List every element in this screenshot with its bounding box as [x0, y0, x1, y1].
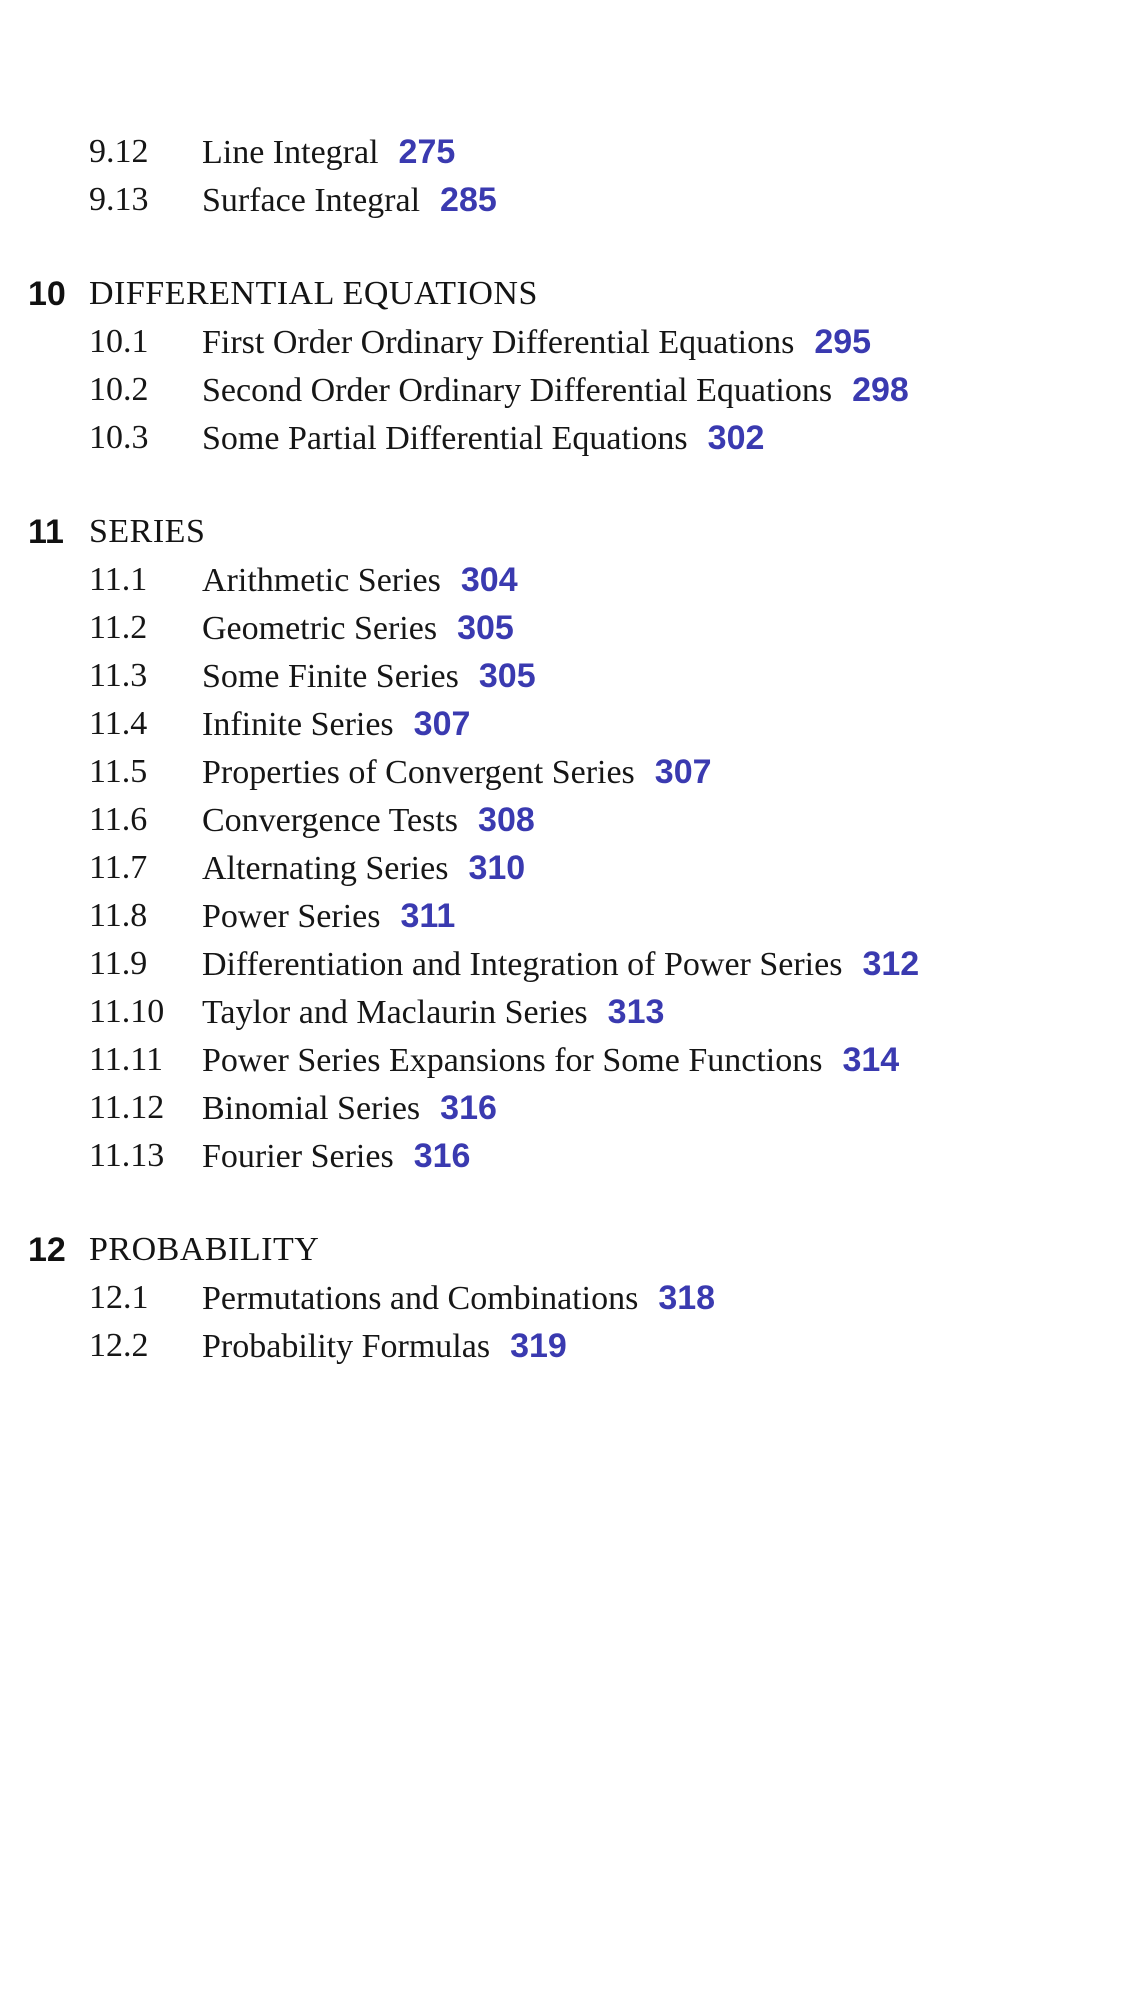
section-title: Probability Formulas — [202, 1328, 491, 1365]
section-title: Power Series — [202, 898, 381, 935]
section-title: Taylor and Maclaurin Series — [202, 994, 588, 1031]
section-number: 10.1 — [89, 323, 149, 360]
page-number-link[interactable]: 275 — [398, 133, 456, 171]
toc-entry[interactable] — [0, 1084, 1140, 1132]
toc-entry[interactable] — [0, 176, 1140, 224]
section-title: Permutations and Combinations — [202, 1280, 639, 1317]
page-number-link[interactable]: 316 — [413, 1137, 471, 1175]
page-number-link[interactable]: 305 — [457, 609, 514, 647]
page-number-link[interactable]: 314 — [842, 1041, 900, 1079]
toc-entry[interactable] — [0, 1274, 1140, 1322]
chapter-title: PROBABILITY — [89, 1231, 320, 1268]
toc-entry[interactable] — [0, 844, 1140, 892]
page-number-link[interactable]: 311 — [400, 897, 456, 935]
page-number-link[interactable]: 319 — [510, 1327, 567, 1365]
chapter-heading[interactable] — [0, 1226, 1140, 1274]
section-title: Differentiation and Integration of Power Series — [202, 946, 843, 983]
toc-entry[interactable] — [0, 796, 1140, 844]
toc-entry[interactable] — [0, 1322, 1140, 1370]
toc-entry[interactable] — [0, 128, 1140, 176]
page-number-link[interactable]: 308 — [478, 801, 535, 839]
page-number-link[interactable]: 295 — [814, 323, 872, 361]
section-number: 10.2 — [89, 371, 149, 408]
toc-entry[interactable] — [0, 988, 1140, 1036]
section-number: 11.5 — [89, 753, 148, 790]
section-number: 11.1 — [89, 561, 148, 598]
toc-entry[interactable] — [0, 1132, 1140, 1180]
section-number: 11.9 — [89, 945, 148, 982]
chapter-number: 11 — [28, 513, 64, 551]
page-number-link[interactable]: 316 — [440, 1089, 497, 1127]
toc-entry[interactable] — [0, 940, 1140, 988]
section-title: First Order Ordinary Differential Equations — [202, 324, 795, 361]
section-title: Infinite Series — [202, 706, 394, 743]
chapter-title: DIFFERENTIAL EQUATIONS — [89, 275, 538, 312]
toc-entry[interactable] — [0, 366, 1140, 414]
section-number: 12.1 — [89, 1279, 149, 1316]
section-number: 11.10 — [89, 993, 165, 1030]
section-title: Arithmetic Series — [202, 562, 441, 599]
toc-entry[interactable] — [0, 1036, 1140, 1084]
chapter-title: SERIES — [89, 513, 206, 550]
section-title: Some Finite Series — [202, 658, 459, 695]
page-number-link[interactable]: 307 — [654, 753, 712, 791]
toc-entry[interactable] — [0, 604, 1140, 652]
toc-entry[interactable] — [0, 748, 1140, 796]
page-number-link[interactable]: 298 — [852, 371, 909, 409]
section-number: 11.8 — [89, 897, 148, 934]
page-number-link[interactable]: 313 — [607, 993, 665, 1031]
chapter-heading[interactable] — [0, 270, 1140, 318]
page-number-link[interactable]: 285 — [440, 181, 497, 219]
page-number-link[interactable]: 304 — [460, 561, 518, 599]
toc-entry[interactable] — [0, 318, 1140, 366]
section-title: Power Series Expansions for Some Functions — [202, 1042, 823, 1079]
chapter-heading[interactable] — [0, 508, 1140, 556]
toc-entry[interactable] — [0, 556, 1140, 604]
section-number: 11.4 — [89, 705, 148, 742]
section-number: 11.11 — [89, 1041, 163, 1078]
section-title: Fourier Series — [202, 1138, 394, 1175]
section-number: 9.12 — [89, 133, 149, 170]
chapter-12 — [0, 1226, 1140, 1370]
chapter-9-continued — [0, 128, 1140, 224]
page-number-link[interactable]: 312 — [862, 945, 920, 983]
section-title: Properties of Convergent Series — [202, 754, 635, 791]
chapter-11 — [0, 508, 1140, 1180]
section-number: 11.12 — [89, 1089, 165, 1126]
chapter-10 — [0, 270, 1140, 462]
section-title: Surface Integral — [202, 182, 421, 219]
section-number: 11.3 — [89, 657, 148, 694]
chapter-number: 12 — [28, 1231, 66, 1269]
page-number-link[interactable]: 305 — [478, 657, 536, 695]
section-title: Geometric Series — [202, 610, 438, 647]
toc-entry[interactable] — [0, 892, 1140, 940]
toc-entry[interactable] — [0, 414, 1140, 462]
section-number: 11.2 — [89, 609, 148, 646]
section-number: 12.2 — [89, 1327, 149, 1364]
section-title: Some Partial Differential Equations — [202, 420, 688, 457]
table-of-contents — [0, 128, 1140, 1416]
section-title: Second Order Ordinary Differential Equations — [202, 372, 833, 409]
page-number-link[interactable]: 318 — [658, 1279, 716, 1317]
page-number-link[interactable]: 307 — [413, 705, 471, 743]
section-number: 11.7 — [89, 849, 148, 886]
section-number: 9.13 — [89, 181, 149, 218]
toc-entry[interactable] — [0, 652, 1140, 700]
section-number: 11.6 — [89, 801, 148, 838]
page-number-link[interactable]: 310 — [468, 849, 526, 887]
section-title: Convergence Tests — [202, 802, 459, 839]
toc-entry[interactable] — [0, 700, 1140, 748]
section-title: Alternating Series — [202, 850, 449, 887]
section-title: Line Integral — [202, 134, 379, 171]
section-number: 11.13 — [89, 1137, 165, 1174]
section-number: 10.3 — [89, 419, 149, 456]
section-title: Binomial Series — [202, 1090, 421, 1127]
chapter-number: 10 — [28, 275, 66, 313]
page-number-link[interactable]: 302 — [707, 419, 765, 457]
